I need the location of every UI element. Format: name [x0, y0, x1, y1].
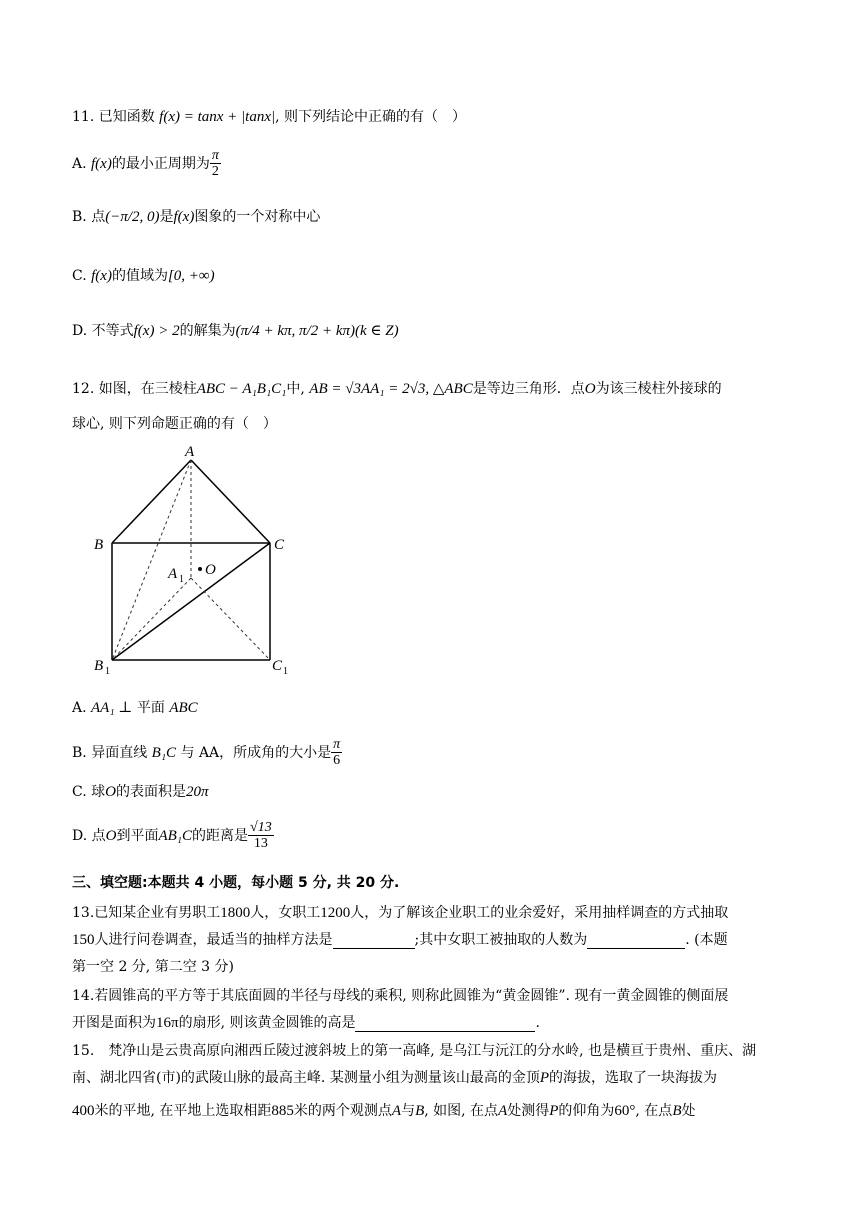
label-a1: A	[168, 566, 178, 582]
q11-option-d-inequality: f(x) > 2	[133, 323, 180, 339]
q12-option-b	[72, 737, 342, 769]
q12-number: 12.	[72, 381, 95, 397]
q15-text7: 处测得	[507, 1103, 550, 1119]
label-a: A	[185, 444, 195, 460]
q11-option-b-label: B.	[72, 209, 87, 225]
q12-option-b-fraction	[331, 737, 342, 769]
q12-option-b-label: B.	[72, 744, 87, 761]
q11-stem	[72, 106, 466, 126]
q11-option-b-text1: 点	[91, 209, 106, 225]
q13-line3: 第一空 2 分, 第二空 3 分)	[72, 959, 234, 975]
center-o-dot	[198, 567, 202, 571]
q12-center-o: O	[584, 381, 596, 397]
fraction-numerator: √13	[250, 820, 272, 835]
label-b1: B	[94, 658, 104, 674]
q15-text1: 南、湖北四省(市)的武陵山脉的最高主峰. 某测量小组为测量该山最高的金顶	[72, 1070, 540, 1086]
q13-text1: 13.已知某企业有男职工	[72, 905, 221, 921]
q12-option-b-text2: 与 AA，所成角的大小是	[180, 744, 332, 761]
q11-option-b-text2: 是	[159, 209, 174, 225]
q15-point-b: B	[415, 1103, 425, 1119]
q15-text5: 与	[401, 1103, 416, 1119]
hidden-a1-c1	[191, 578, 270, 660]
q14-blank[interactable]	[355, 1015, 535, 1032]
q15-text6: , 如图, 在点	[424, 1103, 499, 1119]
q12-stem-text2: 中,	[286, 381, 305, 397]
q12-option-d-plane: AB₁C	[158, 827, 193, 844]
fraction-denominator: 6	[333, 753, 341, 769]
q11-option-b-fx: f(x)	[173, 209, 195, 225]
q12-option-a-abc: ABC	[169, 700, 198, 716]
q12-option-c-text1: 球	[91, 784, 106, 800]
q11-option-d-text2: 的解集为	[179, 323, 236, 339]
q11-option-a-label: A.	[72, 155, 87, 172]
q12-option-c-o: O	[105, 784, 116, 800]
q13-text2: 人，女职工	[250, 905, 321, 921]
q12-option-a	[72, 697, 198, 717]
q12-option-c-label: C.	[72, 784, 87, 800]
edge-a-b	[112, 460, 191, 543]
q15-point-a: A	[391, 1103, 402, 1119]
q13-blank-2[interactable]	[587, 932, 685, 949]
q12-option-d-fraction	[248, 820, 274, 852]
q11-stem-text: 已知函数	[98, 109, 155, 125]
q12-option-b-text1: 异面直线	[91, 744, 148, 761]
q15-text9: , 在点	[635, 1103, 673, 1119]
q13-female-count: 1200	[320, 905, 351, 921]
q11-option-d-k: (k ∈ Z)	[355, 323, 399, 339]
label-b: B	[94, 537, 104, 553]
q11-number: 11.	[72, 109, 95, 125]
q15-text8: 的仰角为	[558, 1103, 615, 1119]
q11-option-c-fx: f(x)	[91, 268, 112, 284]
q12-stem-text3: 是等边三角形．点	[472, 381, 585, 397]
q11-function: f(x) = tanx + |tanx|	[159, 109, 276, 125]
label-o: O	[205, 562, 216, 578]
q11-option-a-fx: f(x)	[91, 155, 112, 172]
q15-point-a2: A	[498, 1103, 508, 1119]
q11-option-a	[72, 148, 221, 180]
q12-stem	[72, 378, 722, 398]
q13-text3: 人，为了解该企业职工的业余爱好，采用抽样调查的方式抽取	[350, 905, 729, 921]
q11-option-c-range: [0, +∞)	[167, 268, 215, 284]
q12-option-c-area: 20π	[185, 784, 209, 800]
q12-option-a-label: A.	[72, 700, 87, 716]
fraction-denominator: 13	[253, 836, 268, 852]
q12-option-c	[72, 781, 208, 801]
q12-option-b-b1c: B₁C	[151, 744, 177, 761]
q15-point-p: P	[539, 1070, 549, 1086]
fraction-denominator: 2	[211, 164, 219, 180]
q15-text2: 的海拔，选取了一块海拔为	[549, 1070, 717, 1086]
q11-option-c-text: 的值域为	[111, 268, 168, 284]
q15-angle: 60°	[614, 1103, 636, 1119]
q14-line2	[72, 1012, 540, 1032]
q13-blank-1[interactable]	[333, 932, 415, 949]
q15-line3	[72, 1100, 695, 1120]
q11-option-d-set: (π/4 + kπ, π/2 + kπ)	[235, 323, 356, 339]
q12-equation: AB = √3AA₁ = 2√3, △ABC	[309, 381, 473, 397]
q15-line1: 15. 梵净山是云贵高原向湘西丘陵过渡斜坡上的第一高峰, 是乌江与沅江的分水岭, 也是横亘于贵州、重庆、湖	[72, 1043, 757, 1059]
q13-text6: . (本题	[685, 932, 728, 948]
q12-option-a-aa1: AA₁ ⊥	[91, 700, 133, 716]
q11-option-c	[72, 265, 215, 285]
label-c1: C	[272, 658, 283, 674]
label-b1-sub: 1	[105, 666, 110, 677]
q11-option-c-label: C.	[72, 268, 87, 284]
q11-option-a-fraction	[210, 148, 221, 180]
q11-option-d	[72, 320, 399, 340]
q14-text1: 开图是面积为	[72, 1015, 156, 1031]
q15-text10: 处	[681, 1103, 696, 1119]
fraction-numerator: π	[333, 737, 341, 752]
q15-line2	[72, 1067, 717, 1087]
edge-a-c	[191, 460, 270, 543]
label-c: C	[274, 537, 285, 553]
q12-option-a-text: 平面	[136, 700, 165, 716]
q12-stem-text1: 如图，在三棱柱	[98, 381, 197, 397]
q15-altitude: 400	[72, 1103, 95, 1119]
q11-option-d-text1: 不等式	[91, 323, 134, 339]
q13-text4: 人进行问卷调查，最适当的抽样方法是	[94, 932, 333, 948]
q12-stem-line2: 球心, 则下列命题正确的有（ ）	[72, 416, 277, 432]
q11-option-a-text: 的最小正周期为	[111, 155, 210, 172]
q15-text4: 米的两个观测点	[293, 1103, 392, 1119]
q12-option-d-o: O	[105, 827, 117, 844]
q11-option-b-text3: 图象的一个对称中心	[194, 209, 321, 225]
q15-text3: 米的平地, 在平地上选取相距	[94, 1103, 272, 1119]
q11-option-d-label: D.	[72, 323, 88, 339]
q14-line1: 14.若圆锥高的平方等于其底面圆的半径与母线的乘积, 则称此圆锥为“黄金圆锥”. 现有一黄金圆锥的侧面展	[72, 988, 729, 1004]
section-heading: 三、填空题:本题共 4 小题，每小题 5 分, 共 20 分.	[72, 875, 400, 891]
q11-option-b	[72, 206, 320, 226]
q13-male-count: 1800	[220, 905, 251, 921]
hidden-a1-b1	[112, 578, 191, 660]
q13-text5: ;其中女职工被抽取的人数为	[414, 932, 588, 948]
q11-stem-tail: , 则下列结论中正确的有（ ）	[275, 109, 467, 125]
fraction-numerator: π	[211, 148, 219, 163]
q15-distance: 885	[271, 1103, 294, 1119]
q12-option-d-text3: 的距离是	[192, 827, 249, 844]
edge-b1-c	[112, 543, 270, 660]
q15-point-p2: P	[549, 1103, 559, 1119]
q12-option-c-text2: 的表面积是	[115, 784, 186, 800]
q15-point-b2: B	[672, 1103, 682, 1119]
q12-option-d-text2: 到平面	[116, 827, 159, 844]
q12-stem-text4: 为该三棱柱外接球的	[595, 381, 722, 397]
q14-text3: .	[535, 1015, 540, 1031]
label-c1-sub: 1	[283, 666, 288, 677]
q14-text2: 的扇形, 则该黄金圆锥的高是	[178, 1015, 356, 1031]
q13-line2	[72, 929, 728, 949]
q12-prism: ABC − A₁B₁C₁	[196, 381, 287, 397]
q12-option-d	[72, 820, 274, 852]
q13-line1	[72, 902, 728, 922]
q12-option-d-text1: 点	[91, 827, 106, 844]
q11-option-b-point: (−π/2, 0)	[105, 209, 160, 225]
q12-option-d-label: D.	[72, 827, 88, 844]
prism-figure	[88, 440, 298, 680]
label-a1-sub: 1	[179, 574, 184, 585]
q14-area: 16π	[156, 1015, 179, 1031]
q13-sample-count: 150	[72, 932, 95, 948]
